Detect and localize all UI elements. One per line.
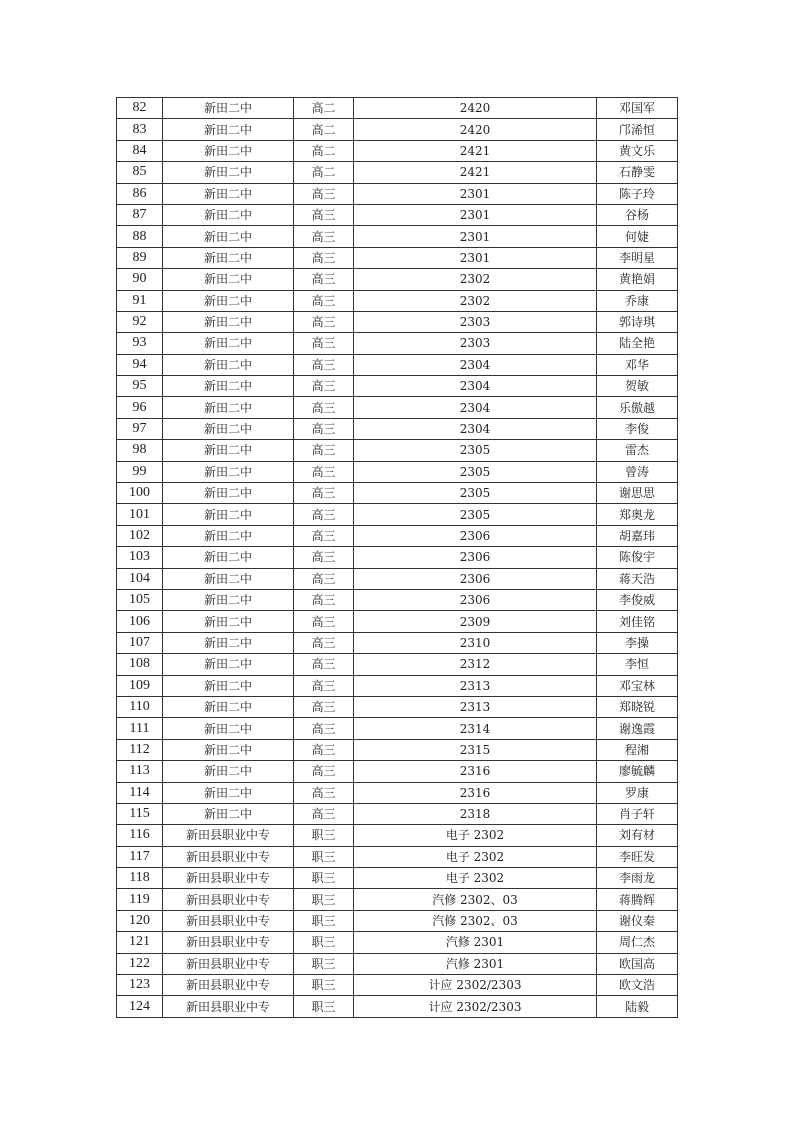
table-row — [117, 440, 678, 461]
class-cell: 汽修 2301 — [354, 953, 597, 974]
table-row — [117, 718, 678, 739]
class-cell: 汽修 2302、03 — [354, 889, 597, 910]
student-name-cell: 贺敏 — [597, 376, 678, 397]
row-number: 113 — [117, 761, 163, 782]
student-name-cell: 李恒 — [597, 654, 678, 675]
student-name-cell: 蒋腾辉 — [597, 889, 678, 910]
class-cell: 2420 — [354, 98, 597, 119]
table-row — [117, 183, 678, 204]
row-number: 85 — [117, 162, 163, 183]
student-name-cell: 周仁杰 — [597, 932, 678, 953]
grade-cell: 职三 — [294, 868, 354, 889]
table-row — [117, 568, 678, 589]
student-name-cell: 雷杰 — [597, 440, 678, 461]
student-name-cell: 李操 — [597, 632, 678, 653]
student-name-cell: 李俊威 — [597, 589, 678, 610]
table-row — [117, 333, 678, 354]
grade-cell: 高三 — [294, 782, 354, 803]
student-name-cell: 胡嘉玮 — [597, 525, 678, 546]
grade-cell: 高三 — [294, 632, 354, 653]
class-cell: 2313 — [354, 675, 597, 696]
grade-cell: 高三 — [294, 418, 354, 439]
row-number: 106 — [117, 611, 163, 632]
table-row — [117, 975, 678, 996]
row-number: 123 — [117, 975, 163, 996]
school-cell: 新田二中 — [163, 675, 294, 696]
grade-cell: 高三 — [294, 525, 354, 546]
class-cell: 电子 2302 — [354, 825, 597, 846]
row-number: 121 — [117, 932, 163, 953]
student-name-cell: 陈子玲 — [597, 183, 678, 204]
student-name-cell: 肖子轩 — [597, 803, 678, 824]
row-number: 99 — [117, 461, 163, 482]
school-cell: 新田二中 — [163, 739, 294, 760]
table-row — [117, 354, 678, 375]
grade-cell: 高三 — [294, 654, 354, 675]
school-cell: 新田二中 — [163, 696, 294, 717]
row-number: 124 — [117, 996, 163, 1017]
class-cell: 2316 — [354, 782, 597, 803]
table-row — [117, 162, 678, 183]
school-cell: 新田县职业中专 — [163, 825, 294, 846]
grade-cell: 高三 — [294, 504, 354, 525]
school-cell: 新田二中 — [163, 568, 294, 589]
row-number: 88 — [117, 226, 163, 247]
school-cell: 新田县职业中专 — [163, 996, 294, 1017]
school-cell: 新田二中 — [163, 119, 294, 140]
row-number: 86 — [117, 183, 163, 204]
row-number: 110 — [117, 696, 163, 717]
school-cell: 新田县职业中专 — [163, 868, 294, 889]
table-row — [117, 589, 678, 610]
class-cell: 计应 2302/2303 — [354, 996, 597, 1017]
school-cell: 新田二中 — [163, 761, 294, 782]
grade-cell: 职三 — [294, 889, 354, 910]
class-cell: 2303 — [354, 311, 597, 332]
class-cell: 2306 — [354, 568, 597, 589]
table-row — [117, 675, 678, 696]
class-cell: 2302 — [354, 290, 597, 311]
table-row — [117, 269, 678, 290]
grade-cell: 高三 — [294, 675, 354, 696]
school-cell: 新田二中 — [163, 247, 294, 268]
row-number: 83 — [117, 119, 163, 140]
table-row — [117, 696, 678, 717]
grade-cell: 职三 — [294, 996, 354, 1017]
row-number: 91 — [117, 290, 163, 311]
student-name-cell: 谢思思 — [597, 483, 678, 504]
student-name-cell: 谢仪秦 — [597, 910, 678, 931]
school-cell: 新田二中 — [163, 290, 294, 311]
row-number: 104 — [117, 568, 163, 589]
row-number: 93 — [117, 333, 163, 354]
table-row — [117, 846, 678, 867]
row-number: 100 — [117, 483, 163, 504]
school-cell: 新田二中 — [163, 440, 294, 461]
grade-cell: 高三 — [294, 376, 354, 397]
grade-cell: 高三 — [294, 290, 354, 311]
class-cell: 2420 — [354, 119, 597, 140]
grade-cell: 高三 — [294, 568, 354, 589]
class-cell: 2316 — [354, 761, 597, 782]
school-cell: 新田县职业中专 — [163, 932, 294, 953]
school-cell: 新田二中 — [163, 611, 294, 632]
class-cell: 2302 — [354, 269, 597, 290]
school-cell: 新田二中 — [163, 183, 294, 204]
student-name-cell: 刘有材 — [597, 825, 678, 846]
table-row — [117, 611, 678, 632]
student-name-cell: 黄艳娟 — [597, 269, 678, 290]
grade-cell: 高二 — [294, 98, 354, 119]
student-name-cell: 邓国军 — [597, 98, 678, 119]
school-cell: 新田二中 — [163, 204, 294, 225]
student-name-cell: 廖毓麟 — [597, 761, 678, 782]
row-number: 90 — [117, 269, 163, 290]
row-number: 108 — [117, 654, 163, 675]
table-row — [117, 654, 678, 675]
school-cell: 新田二中 — [163, 98, 294, 119]
table-row — [117, 782, 678, 803]
row-number: 109 — [117, 675, 163, 696]
row-number: 96 — [117, 397, 163, 418]
school-cell: 新田二中 — [163, 654, 294, 675]
school-cell: 新田二中 — [163, 333, 294, 354]
grade-cell: 高三 — [294, 311, 354, 332]
grade-cell: 高三 — [294, 718, 354, 739]
class-cell: 2304 — [354, 418, 597, 439]
grade-cell: 高三 — [294, 440, 354, 461]
grade-cell: 高三 — [294, 761, 354, 782]
row-number: 117 — [117, 846, 163, 867]
school-cell: 新田县职业中专 — [163, 846, 294, 867]
roster-body — [117, 98, 678, 1018]
school-cell: 新田二中 — [163, 162, 294, 183]
school-cell: 新田二中 — [163, 547, 294, 568]
row-number: 115 — [117, 803, 163, 824]
table-row — [117, 311, 678, 332]
row-number: 114 — [117, 782, 163, 803]
student-name-cell: 李明星 — [597, 247, 678, 268]
class-cell: 2310 — [354, 632, 597, 653]
school-cell: 新田二中 — [163, 311, 294, 332]
student-roster-table — [116, 97, 678, 1018]
grade-cell: 职三 — [294, 975, 354, 996]
row-number: 102 — [117, 525, 163, 546]
class-cell: 2306 — [354, 547, 597, 568]
student-name-cell: 程湘 — [597, 739, 678, 760]
student-name-cell: 石静雯 — [597, 162, 678, 183]
student-name-cell: 欧文浩 — [597, 975, 678, 996]
student-name-cell: 李旺发 — [597, 846, 678, 867]
student-name-cell: 陆全艳 — [597, 333, 678, 354]
class-cell: 电子 2302 — [354, 846, 597, 867]
grade-cell: 高二 — [294, 119, 354, 140]
row-number: 92 — [117, 311, 163, 332]
student-name-cell: 欧国高 — [597, 953, 678, 974]
class-cell: 2304 — [354, 397, 597, 418]
school-cell: 新田二中 — [163, 397, 294, 418]
school-cell: 新田县职业中专 — [163, 975, 294, 996]
row-number: 101 — [117, 504, 163, 525]
class-cell: 2305 — [354, 440, 597, 461]
student-name-cell: 邝浠恒 — [597, 119, 678, 140]
school-cell: 新田县职业中专 — [163, 889, 294, 910]
grade-cell: 高三 — [294, 204, 354, 225]
school-cell: 新田二中 — [163, 803, 294, 824]
class-cell: 2301 — [354, 226, 597, 247]
table-row — [117, 761, 678, 782]
table-row — [117, 140, 678, 161]
table-row — [117, 996, 678, 1017]
row-number: 105 — [117, 589, 163, 610]
school-cell: 新田县职业中专 — [163, 910, 294, 931]
table-row — [117, 889, 678, 910]
row-number: 98 — [117, 440, 163, 461]
table-row — [117, 204, 678, 225]
table-row — [117, 119, 678, 140]
grade-cell: 高三 — [294, 547, 354, 568]
grade-cell: 高三 — [294, 269, 354, 290]
table-row — [117, 483, 678, 504]
school-cell: 新田二中 — [163, 504, 294, 525]
class-cell: 2306 — [354, 525, 597, 546]
grade-cell: 高三 — [294, 226, 354, 247]
class-cell: 2304 — [354, 354, 597, 375]
student-name-cell: 曾涛 — [597, 461, 678, 482]
row-number: 122 — [117, 953, 163, 974]
grade-cell: 高三 — [294, 803, 354, 824]
table-row — [117, 910, 678, 931]
class-cell: 2315 — [354, 739, 597, 760]
student-name-cell: 黄文乐 — [597, 140, 678, 161]
grade-cell: 职三 — [294, 825, 354, 846]
student-name-cell: 李雨龙 — [597, 868, 678, 889]
class-cell: 计应 2302/2303 — [354, 975, 597, 996]
school-cell: 新田二中 — [163, 418, 294, 439]
row-number: 87 — [117, 204, 163, 225]
school-cell: 新田二中 — [163, 718, 294, 739]
table-row — [117, 290, 678, 311]
student-name-cell: 郭诗琪 — [597, 311, 678, 332]
student-name-cell: 邓宝林 — [597, 675, 678, 696]
school-cell: 新田二中 — [163, 589, 294, 610]
table-row — [117, 953, 678, 974]
class-cell: 2421 — [354, 162, 597, 183]
student-name-cell: 郑奥龙 — [597, 504, 678, 525]
table-row — [117, 376, 678, 397]
grade-cell: 高三 — [294, 483, 354, 504]
table-row — [117, 247, 678, 268]
school-cell: 新田二中 — [163, 525, 294, 546]
school-cell: 新田二中 — [163, 461, 294, 482]
grade-cell: 高三 — [294, 183, 354, 204]
grade-cell: 高三 — [294, 739, 354, 760]
student-name-cell: 乐傲越 — [597, 397, 678, 418]
row-number: 118 — [117, 868, 163, 889]
row-number: 119 — [117, 889, 163, 910]
row-number: 107 — [117, 632, 163, 653]
table-row — [117, 525, 678, 546]
school-cell: 新田二中 — [163, 376, 294, 397]
class-cell: 2301 — [354, 183, 597, 204]
student-name-cell: 李俊 — [597, 418, 678, 439]
table-row — [117, 226, 678, 247]
school-cell: 新田二中 — [163, 140, 294, 161]
row-number: 112 — [117, 739, 163, 760]
class-cell: 2309 — [354, 611, 597, 632]
class-cell: 2306 — [354, 589, 597, 610]
table-row — [117, 397, 678, 418]
row-number: 95 — [117, 376, 163, 397]
table-row — [117, 825, 678, 846]
grade-cell: 高三 — [294, 611, 354, 632]
school-cell: 新田二中 — [163, 226, 294, 247]
row-number: 116 — [117, 825, 163, 846]
class-cell: 2305 — [354, 504, 597, 525]
grade-cell: 高二 — [294, 162, 354, 183]
school-cell: 新田二中 — [163, 632, 294, 653]
class-cell: 2421 — [354, 140, 597, 161]
class-cell: 2303 — [354, 333, 597, 354]
class-cell: 汽修 2302、03 — [354, 910, 597, 931]
grade-cell: 高三 — [294, 397, 354, 418]
table-row — [117, 803, 678, 824]
student-name-cell: 谢逸霞 — [597, 718, 678, 739]
student-name-cell: 陈俊宇 — [597, 547, 678, 568]
grade-cell: 职三 — [294, 953, 354, 974]
student-name-cell: 乔康 — [597, 290, 678, 311]
class-cell: 2301 — [354, 204, 597, 225]
grade-cell: 职三 — [294, 932, 354, 953]
row-number: 89 — [117, 247, 163, 268]
table-row — [117, 504, 678, 525]
class-cell: 2318 — [354, 803, 597, 824]
row-number: 94 — [117, 354, 163, 375]
grade-cell: 高三 — [294, 696, 354, 717]
row-number: 111 — [117, 718, 163, 739]
grade-cell: 职三 — [294, 910, 354, 931]
student-name-cell: 何婕 — [597, 226, 678, 247]
school-cell: 新田二中 — [163, 782, 294, 803]
class-cell: 2305 — [354, 483, 597, 504]
table-row — [117, 739, 678, 760]
row-number: 84 — [117, 140, 163, 161]
student-name-cell: 刘佳铭 — [597, 611, 678, 632]
class-cell: 汽修 2301 — [354, 932, 597, 953]
student-name-cell: 邓华 — [597, 354, 678, 375]
grade-cell: 职三 — [294, 846, 354, 867]
class-cell: 2314 — [354, 718, 597, 739]
class-cell: 电子 2302 — [354, 868, 597, 889]
row-number: 82 — [117, 98, 163, 119]
grade-cell: 高三 — [294, 247, 354, 268]
grade-cell: 高三 — [294, 461, 354, 482]
class-cell: 2312 — [354, 654, 597, 675]
table-row — [117, 632, 678, 653]
table-row — [117, 547, 678, 568]
class-cell: 2305 — [354, 461, 597, 482]
table-row — [117, 98, 678, 119]
row-number: 97 — [117, 418, 163, 439]
table-row — [117, 461, 678, 482]
school-cell: 新田二中 — [163, 483, 294, 504]
grade-cell: 高三 — [294, 589, 354, 610]
class-cell: 2304 — [354, 376, 597, 397]
student-name-cell: 罗康 — [597, 782, 678, 803]
school-cell: 新田县职业中专 — [163, 953, 294, 974]
class-cell: 2313 — [354, 696, 597, 717]
grade-cell: 高三 — [294, 354, 354, 375]
table-row — [117, 418, 678, 439]
student-name-cell: 陆毅 — [597, 996, 678, 1017]
student-name-cell: 蒋天浩 — [597, 568, 678, 589]
student-name-cell: 谷杨 — [597, 204, 678, 225]
student-name-cell: 郑晓锐 — [597, 696, 678, 717]
table-row — [117, 868, 678, 889]
table-row — [117, 932, 678, 953]
row-number: 103 — [117, 547, 163, 568]
school-cell: 新田二中 — [163, 269, 294, 290]
class-cell: 2301 — [354, 247, 597, 268]
grade-cell: 高二 — [294, 140, 354, 161]
school-cell: 新田二中 — [163, 354, 294, 375]
grade-cell: 高三 — [294, 333, 354, 354]
row-number: 120 — [117, 910, 163, 931]
